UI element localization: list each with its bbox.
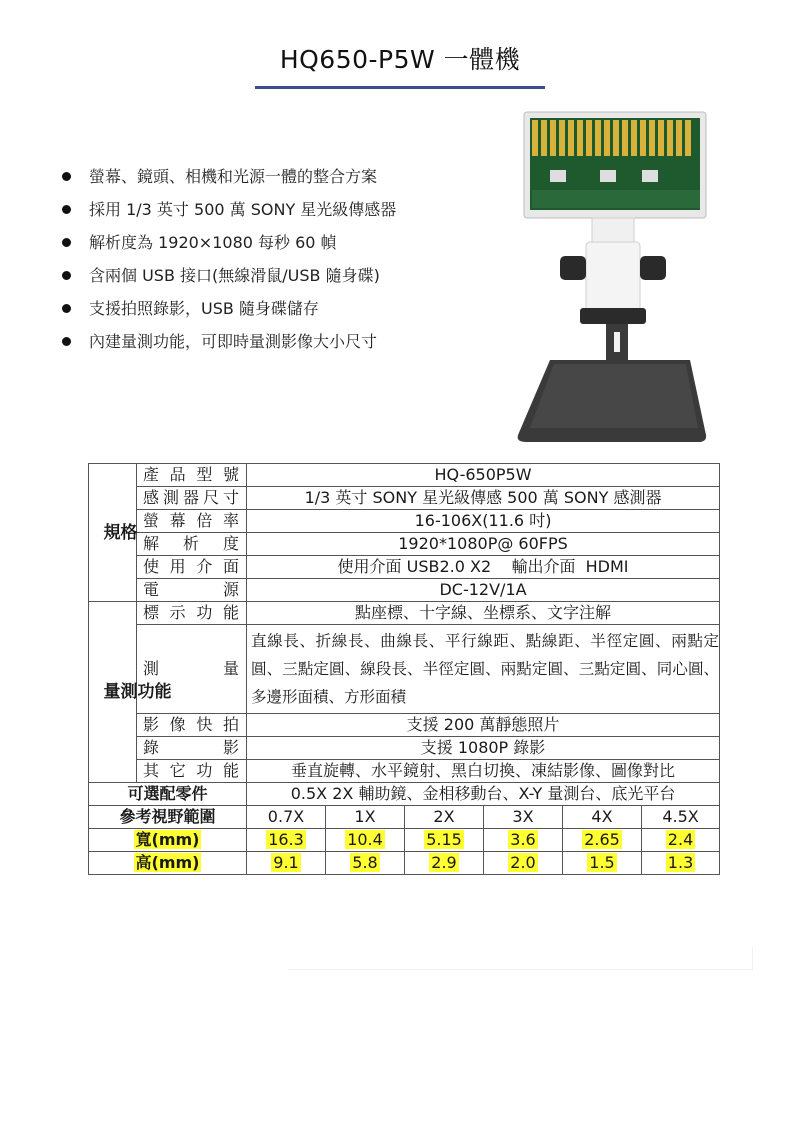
table-row <box>89 602 720 625</box>
height-value: 9.1 <box>247 852 326 875</box>
bullet-icon <box>62 337 71 346</box>
table-row <box>89 714 720 737</box>
group-spec-cell: 規格 <box>89 464 137 602</box>
width-label: 寬(mm) <box>89 829 247 852</box>
spec-label: 使用介面 <box>137 556 247 579</box>
table-row <box>89 510 720 533</box>
spec-value: 直線長、折線長、曲線長、平行線距、點線距、半徑定圓、兩點定圓、三點定圓、線段長、半徑定圓、兩點定圓、三點定圓、同心圓、多邊形面積、方形面積 <box>247 625 720 714</box>
width-value: 5.15 <box>405 829 484 852</box>
bullet-icon <box>62 172 71 181</box>
fov-label: 參考視野範圍 <box>89 806 247 829</box>
table-row <box>89 533 720 556</box>
table-row <box>89 556 720 579</box>
table-row <box>89 806 720 829</box>
spec-label: 解析度 <box>137 533 247 556</box>
height-value: 5.8 <box>326 852 405 875</box>
spec-value: 點座標、十字線、坐標系、文字注解 <box>247 602 720 625</box>
bullet-icon <box>62 238 71 247</box>
feature-item: 支援拍照錄影，USB 隨身碟儲存 <box>62 292 396 325</box>
spec-label: 產品型號 <box>137 464 247 487</box>
spec-value: 支援 200 萬靜態照片 <box>247 714 720 737</box>
spec-value: 16-106X(11.6 吋) <box>247 510 720 533</box>
table-row <box>89 760 720 783</box>
fov-header: 4X <box>563 806 642 829</box>
table-row <box>89 852 720 875</box>
feature-item: 採用 1/3 英寸 500 萬 SONY 星光級傳感器 <box>62 193 396 226</box>
optional-label: 可選配零件 <box>89 783 247 806</box>
height-value: 2.9 <box>405 852 484 875</box>
fov-header: 0.7X <box>247 806 326 829</box>
spec-table <box>88 463 720 875</box>
spec-value: HQ-650P5W <box>247 464 720 487</box>
spec-value: 1/3 英寸 SONY 星光級傳感 500 萬 SONY 感測器 <box>247 487 720 510</box>
height-value: 1.5 <box>563 852 642 875</box>
feature-item: 螢幕、鏡頭、相機和光源一體的整合方案 <box>62 160 396 193</box>
fov-header: 2X <box>405 806 484 829</box>
spec-value: 支援 1080P 錄影 <box>247 737 720 760</box>
fov-header: 3X <box>484 806 563 829</box>
spec-label: 其它功能 <box>137 760 247 783</box>
table-row <box>89 737 720 760</box>
spec-label: 測量 <box>137 625 247 714</box>
width-value: 2.65 <box>563 829 642 852</box>
width-value: 3.6 <box>484 829 563 852</box>
title-underline <box>255 86 545 89</box>
spec-label: 電源 <box>137 579 247 602</box>
table-row <box>89 579 720 602</box>
spec-label: 標示功能 <box>137 602 247 625</box>
spec-value: 使用介面 USB2.0 X2 輸出介面 HDMI <box>247 556 720 579</box>
table-row <box>89 464 720 487</box>
fov-header: 1X <box>326 806 405 829</box>
width-value: 2.4 <box>642 829 720 852</box>
width-value: 16.3 <box>247 829 326 852</box>
spec-label: 錄影 <box>137 737 247 760</box>
spec-value: DC-12V/1A <box>247 579 720 602</box>
feature-item: 解析度為 1920×1080 每秒 60 幀 <box>62 226 396 259</box>
bullet-icon <box>62 304 71 313</box>
faint-border-artifact <box>288 947 753 970</box>
table-row <box>89 625 720 714</box>
spec-label: 影像快拍 <box>137 714 247 737</box>
fov-header: 4.5X <box>642 806 720 829</box>
height-label: 高(mm) <box>89 852 247 875</box>
feature-item: 內建量測功能，可即時量測影像大小尺寸 <box>62 325 396 358</box>
width-value: 10.4 <box>326 829 405 852</box>
page-title: HQ650-P5W 一體機 <box>279 45 521 74</box>
bullet-icon <box>62 271 71 280</box>
spec-label: 螢幕倍率 <box>137 510 247 533</box>
group-measure-cell: 量測功能 <box>89 602 137 783</box>
spec-label: 感測器尺寸 <box>137 487 247 510</box>
table-row <box>89 829 720 852</box>
optional-value: 0.5X 2X 輔助鏡、金相移動台、X-Y 量測台、底光平台 <box>247 783 720 806</box>
spec-value: 1920*1080P@ 60FPS <box>247 533 720 556</box>
feature-item: 含兩個 USB 接口(無線滑鼠/USB 隨身碟) <box>62 259 396 292</box>
bullet-icon <box>62 205 71 214</box>
table-row <box>89 487 720 510</box>
feature-list <box>62 160 396 358</box>
height-value: 2.0 <box>484 852 563 875</box>
microscope-product-image <box>510 110 720 450</box>
height-value: 1.3 <box>642 852 720 875</box>
table-row <box>89 783 720 806</box>
spec-value: 垂直旋轉、水平鏡射、黑白切換、凍結影像、圖像對比 <box>247 760 720 783</box>
